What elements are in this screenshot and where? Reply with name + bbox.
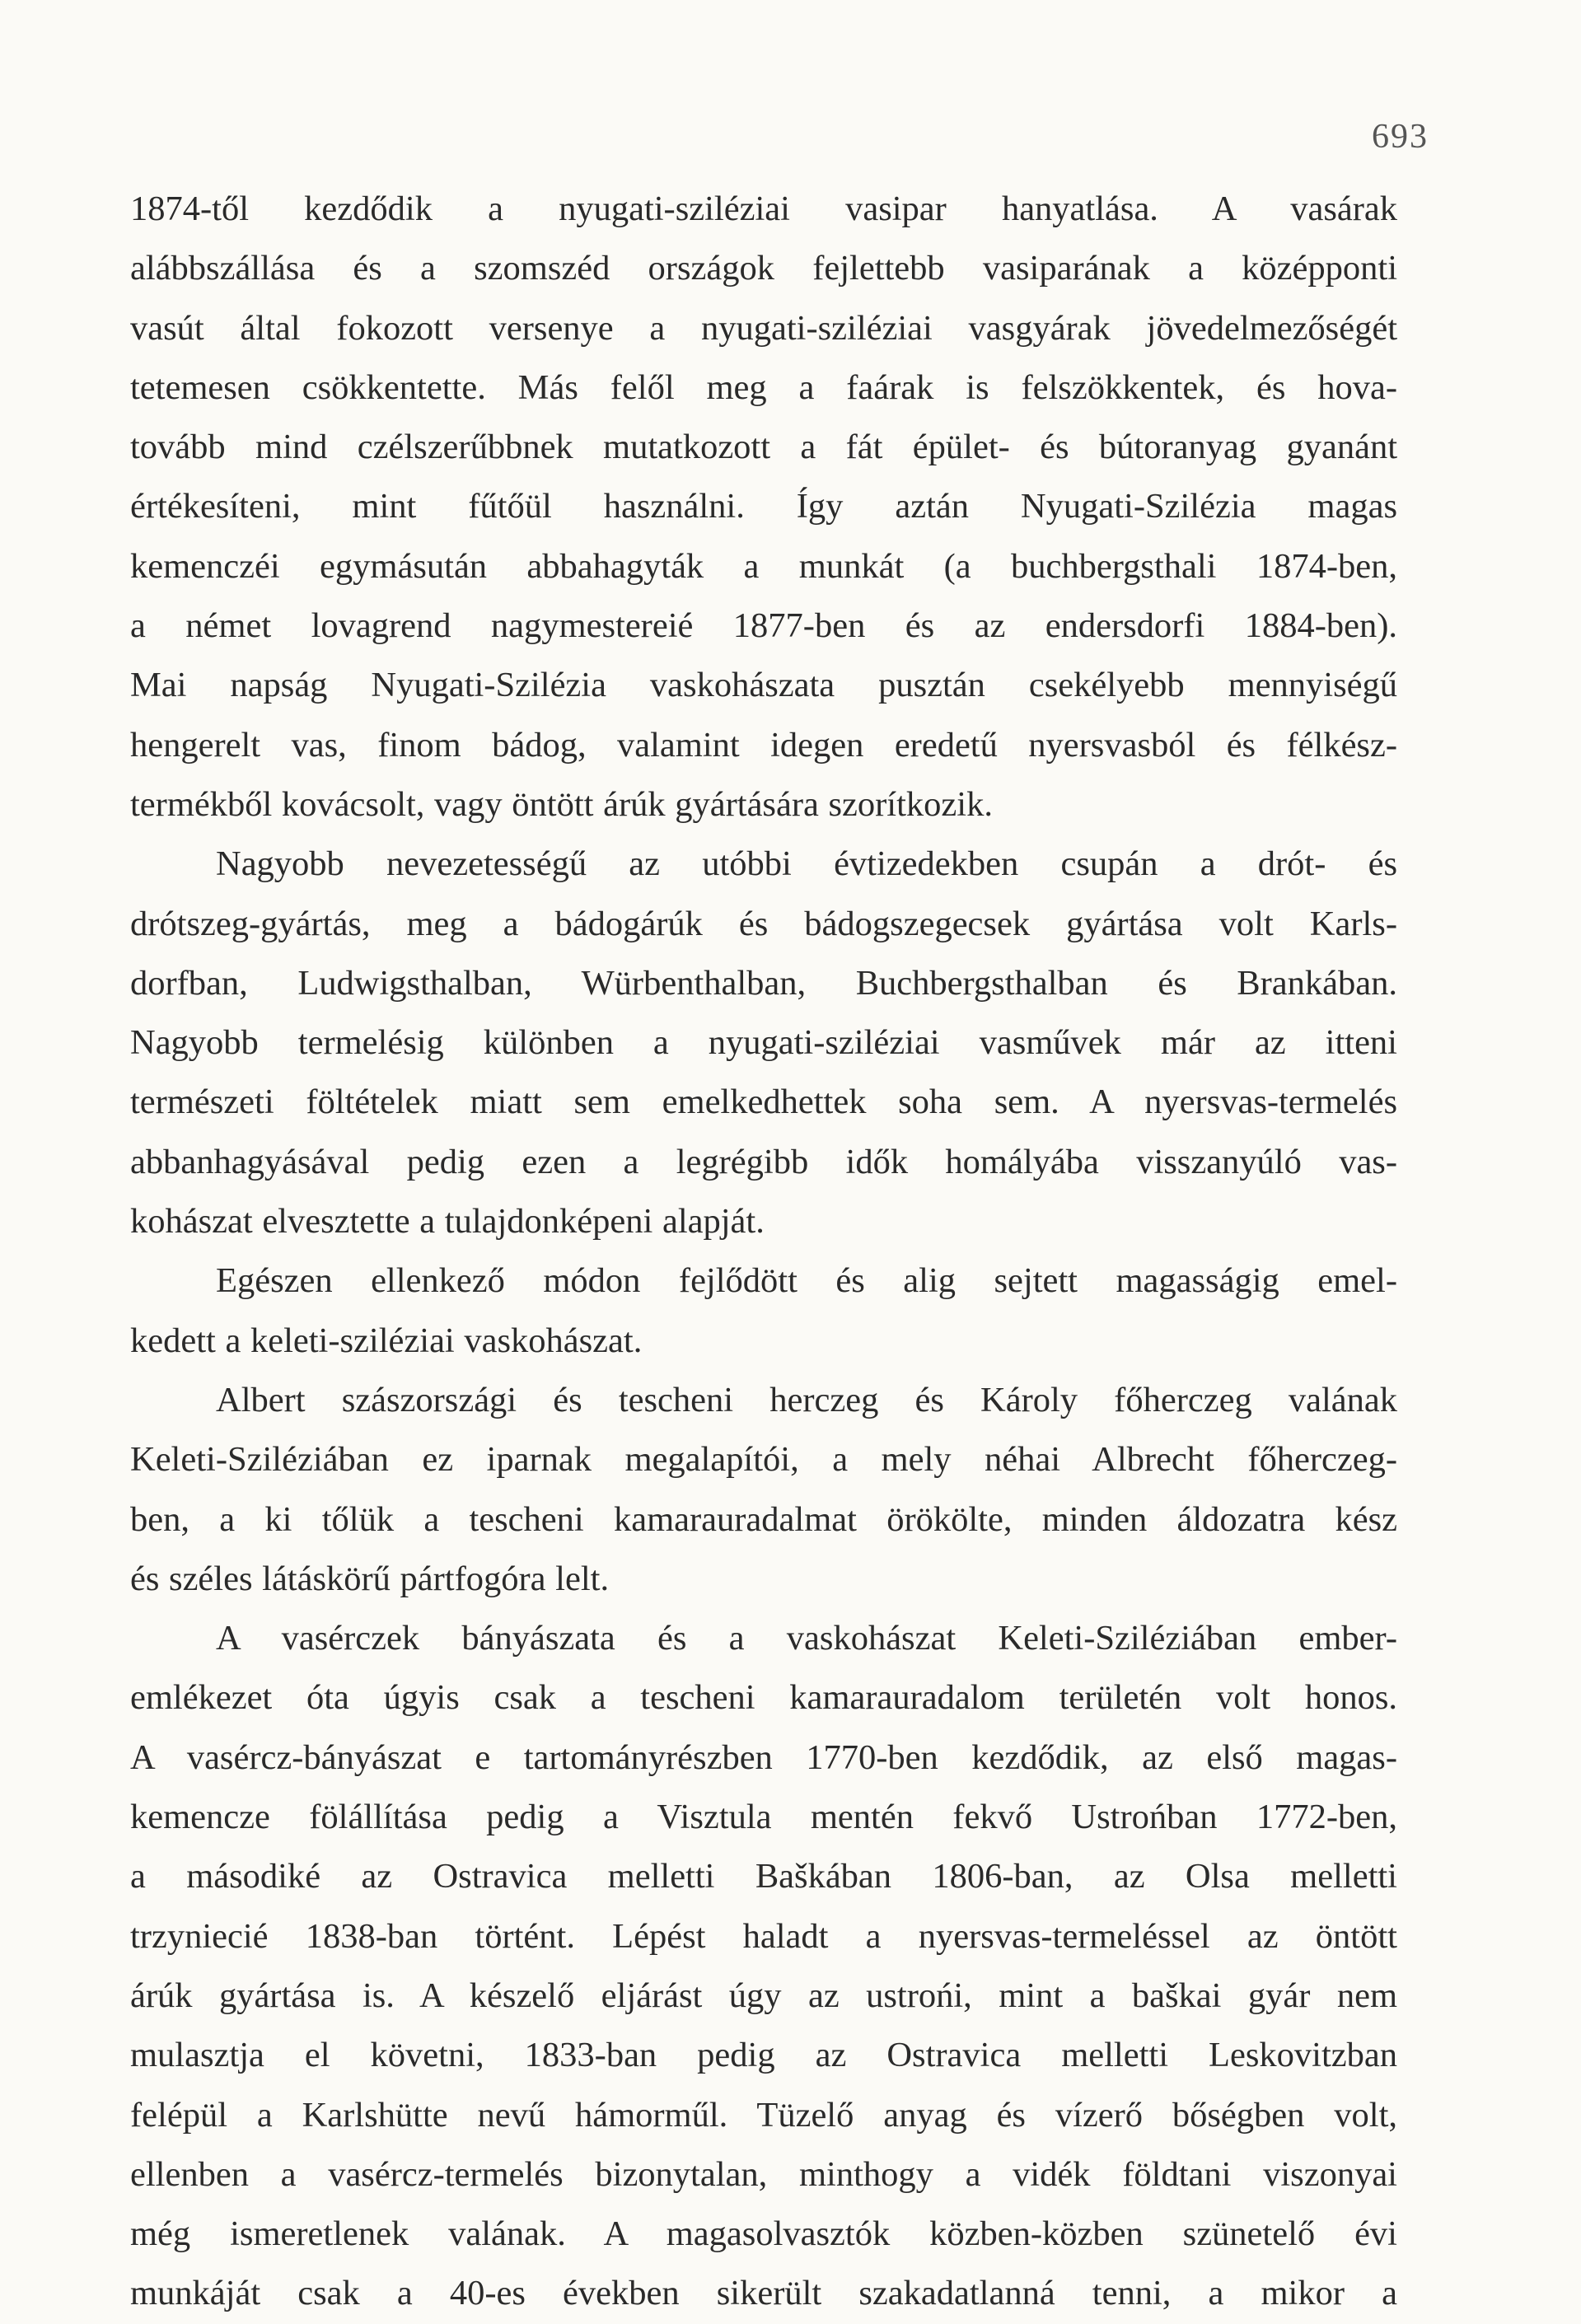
text-line: kohászat elvesztette a tulajdonképeni alapját. xyxy=(130,1202,765,1241)
text-line: hengerelt vas, finom bádog, valamint idegen eredetű nyersvasból és félkész- xyxy=(130,725,1397,765)
text-line: tetemesen csökkentette. Más felől meg a faárak is felszökkentek, és hova- xyxy=(130,367,1397,407)
text-line: Nagyobb termelésig különben a nyugati-sziléziai vasművek már az itteni xyxy=(130,1023,1397,1063)
text-line: felépül a Karlshütte nevű hámorműl. Tüzelő anyag és vízerő bőségben volt, xyxy=(130,2095,1397,2135)
paragraph-5 xyxy=(130,1609,1397,2324)
text-line: emlékezet óta úgyis csak a tescheni kamarauradalom területén volt honos. xyxy=(130,1678,1397,1718)
text-line: tovább mind czélszerűbbnek mutatkozott a fát épület- és bútoranyag gyanánt xyxy=(130,428,1397,467)
text-line: Mai napság Nyugati-Szilézia vaskohászata pusztán csekélyebb mennyiségű xyxy=(130,666,1397,705)
text-line: Keleti-Sziléziában ez iparnak megalapítói, a mely néhai Albrecht főherczeg- xyxy=(130,1440,1397,1480)
text-line: árúk gyártása is. A készelő eljárást úgy az ustrońi, mint a baškai gyár nem xyxy=(130,1976,1397,2015)
text-line: abbanhagyásával pedig ezen a legrégibb idők homályába visszanyúló vas- xyxy=(130,1142,1397,1181)
text-line: kemencze fölállítása pedig a Visztula mentén fekvő Ustrońban 1772-ben, xyxy=(130,1798,1397,1837)
text-line: és széles látáskörű pártfogóra lelt. xyxy=(130,1559,610,1598)
text-line: értékesíteni, mint fűtőül használni. Így aztán Nyugati-Szilézia magas xyxy=(130,487,1397,526)
text-line: Albert szászországi és tescheni herczeg és Károly főherczeg valának xyxy=(216,1380,1397,1419)
text-line: vasút által fokozott versenye a nyugati-sziléziai vasgyárak jövedelmezőségét xyxy=(130,308,1397,348)
text-line: természeti föltételek miatt sem emelkedhettek soha sem. A nyersvas-termelés xyxy=(130,1083,1397,1122)
text-line: ellenben a vasércz-termelés bizonytalan, minthogy a vidék földtani viszonyai xyxy=(130,2154,1397,2194)
text-line: A vasérczek bányászata és a vaskohászat Keleti-Sziléziában ember- xyxy=(216,1619,1397,1658)
text-line: kedett a keleti-sziléziai vaskohászat. xyxy=(130,1321,643,1360)
paragraph-1 xyxy=(130,180,1397,835)
text-line: alábbszállása és a szomszéd országok fejlettebb vasiparának a középponti xyxy=(130,249,1397,288)
text-line: Egészen ellenkező módon fejlődött és alig sejtett magasságig emel- xyxy=(216,1261,1397,1301)
page-number: 693 xyxy=(1372,118,1429,156)
paragraph-4 xyxy=(130,1371,1397,1609)
text-line: trzyniecié 1838-ban történt. Lépést haladt a nyersvas-termeléssel az öntött xyxy=(130,1916,1397,1956)
paragraph-2 xyxy=(130,835,1397,1251)
text-line: A vasércz-bányászat e tartományrészben 1770-ben kezdődik, az első magas- xyxy=(130,1737,1397,1777)
text-line: a német lovagrend nagymestereié 1877-ben és az endersdorfi 1884-ben). xyxy=(130,606,1397,646)
text-line: még ismeretlenek valának. A magasolvasztók közben-közben szünetelő évi xyxy=(130,2214,1397,2254)
text-line: kemenczéi egymásután abbahagyták a munkát (a buchbergsthali 1874-ben, xyxy=(130,546,1397,586)
text-line: munkáját csak a 40-es években sikerült szakadatlanná tenni, a mikor a xyxy=(130,2274,1397,2313)
text-line: Nagyobb nevezetességű az utóbbi évtizedekben csupán a drót- és xyxy=(216,844,1397,884)
text-line: drótszeg-gyártás, meg a bádogárúk és bádogszegecsek gyártása volt Karls- xyxy=(130,904,1397,943)
text-line: dorfban, Ludwigsthalban, Würbenthalban, Buchbergsthalban és Brankában. xyxy=(130,963,1397,1003)
body-text xyxy=(130,180,1397,2324)
paragraph-3 xyxy=(130,1251,1397,1371)
text-line: a másodiké az Ostravica melletti Baškában 1806-ban, az Olsa melletti xyxy=(130,1857,1397,1896)
text-line: 1874-től kezdődik a nyugati-sziléziai vasipar hanyatlása. A vasárak xyxy=(130,189,1397,228)
text-line: mulasztja el követni, 1833-ban pedig az Ostravica melletti Leskovitzban xyxy=(130,2036,1397,2075)
text-line: ben, a ki tőlük a tescheni kamarauradalmat örökölte, minden áldozatra kész xyxy=(130,1499,1397,1539)
text-line: termékből kovácsolt, vagy öntött árúk gyártására szorítkozik. xyxy=(130,784,993,824)
